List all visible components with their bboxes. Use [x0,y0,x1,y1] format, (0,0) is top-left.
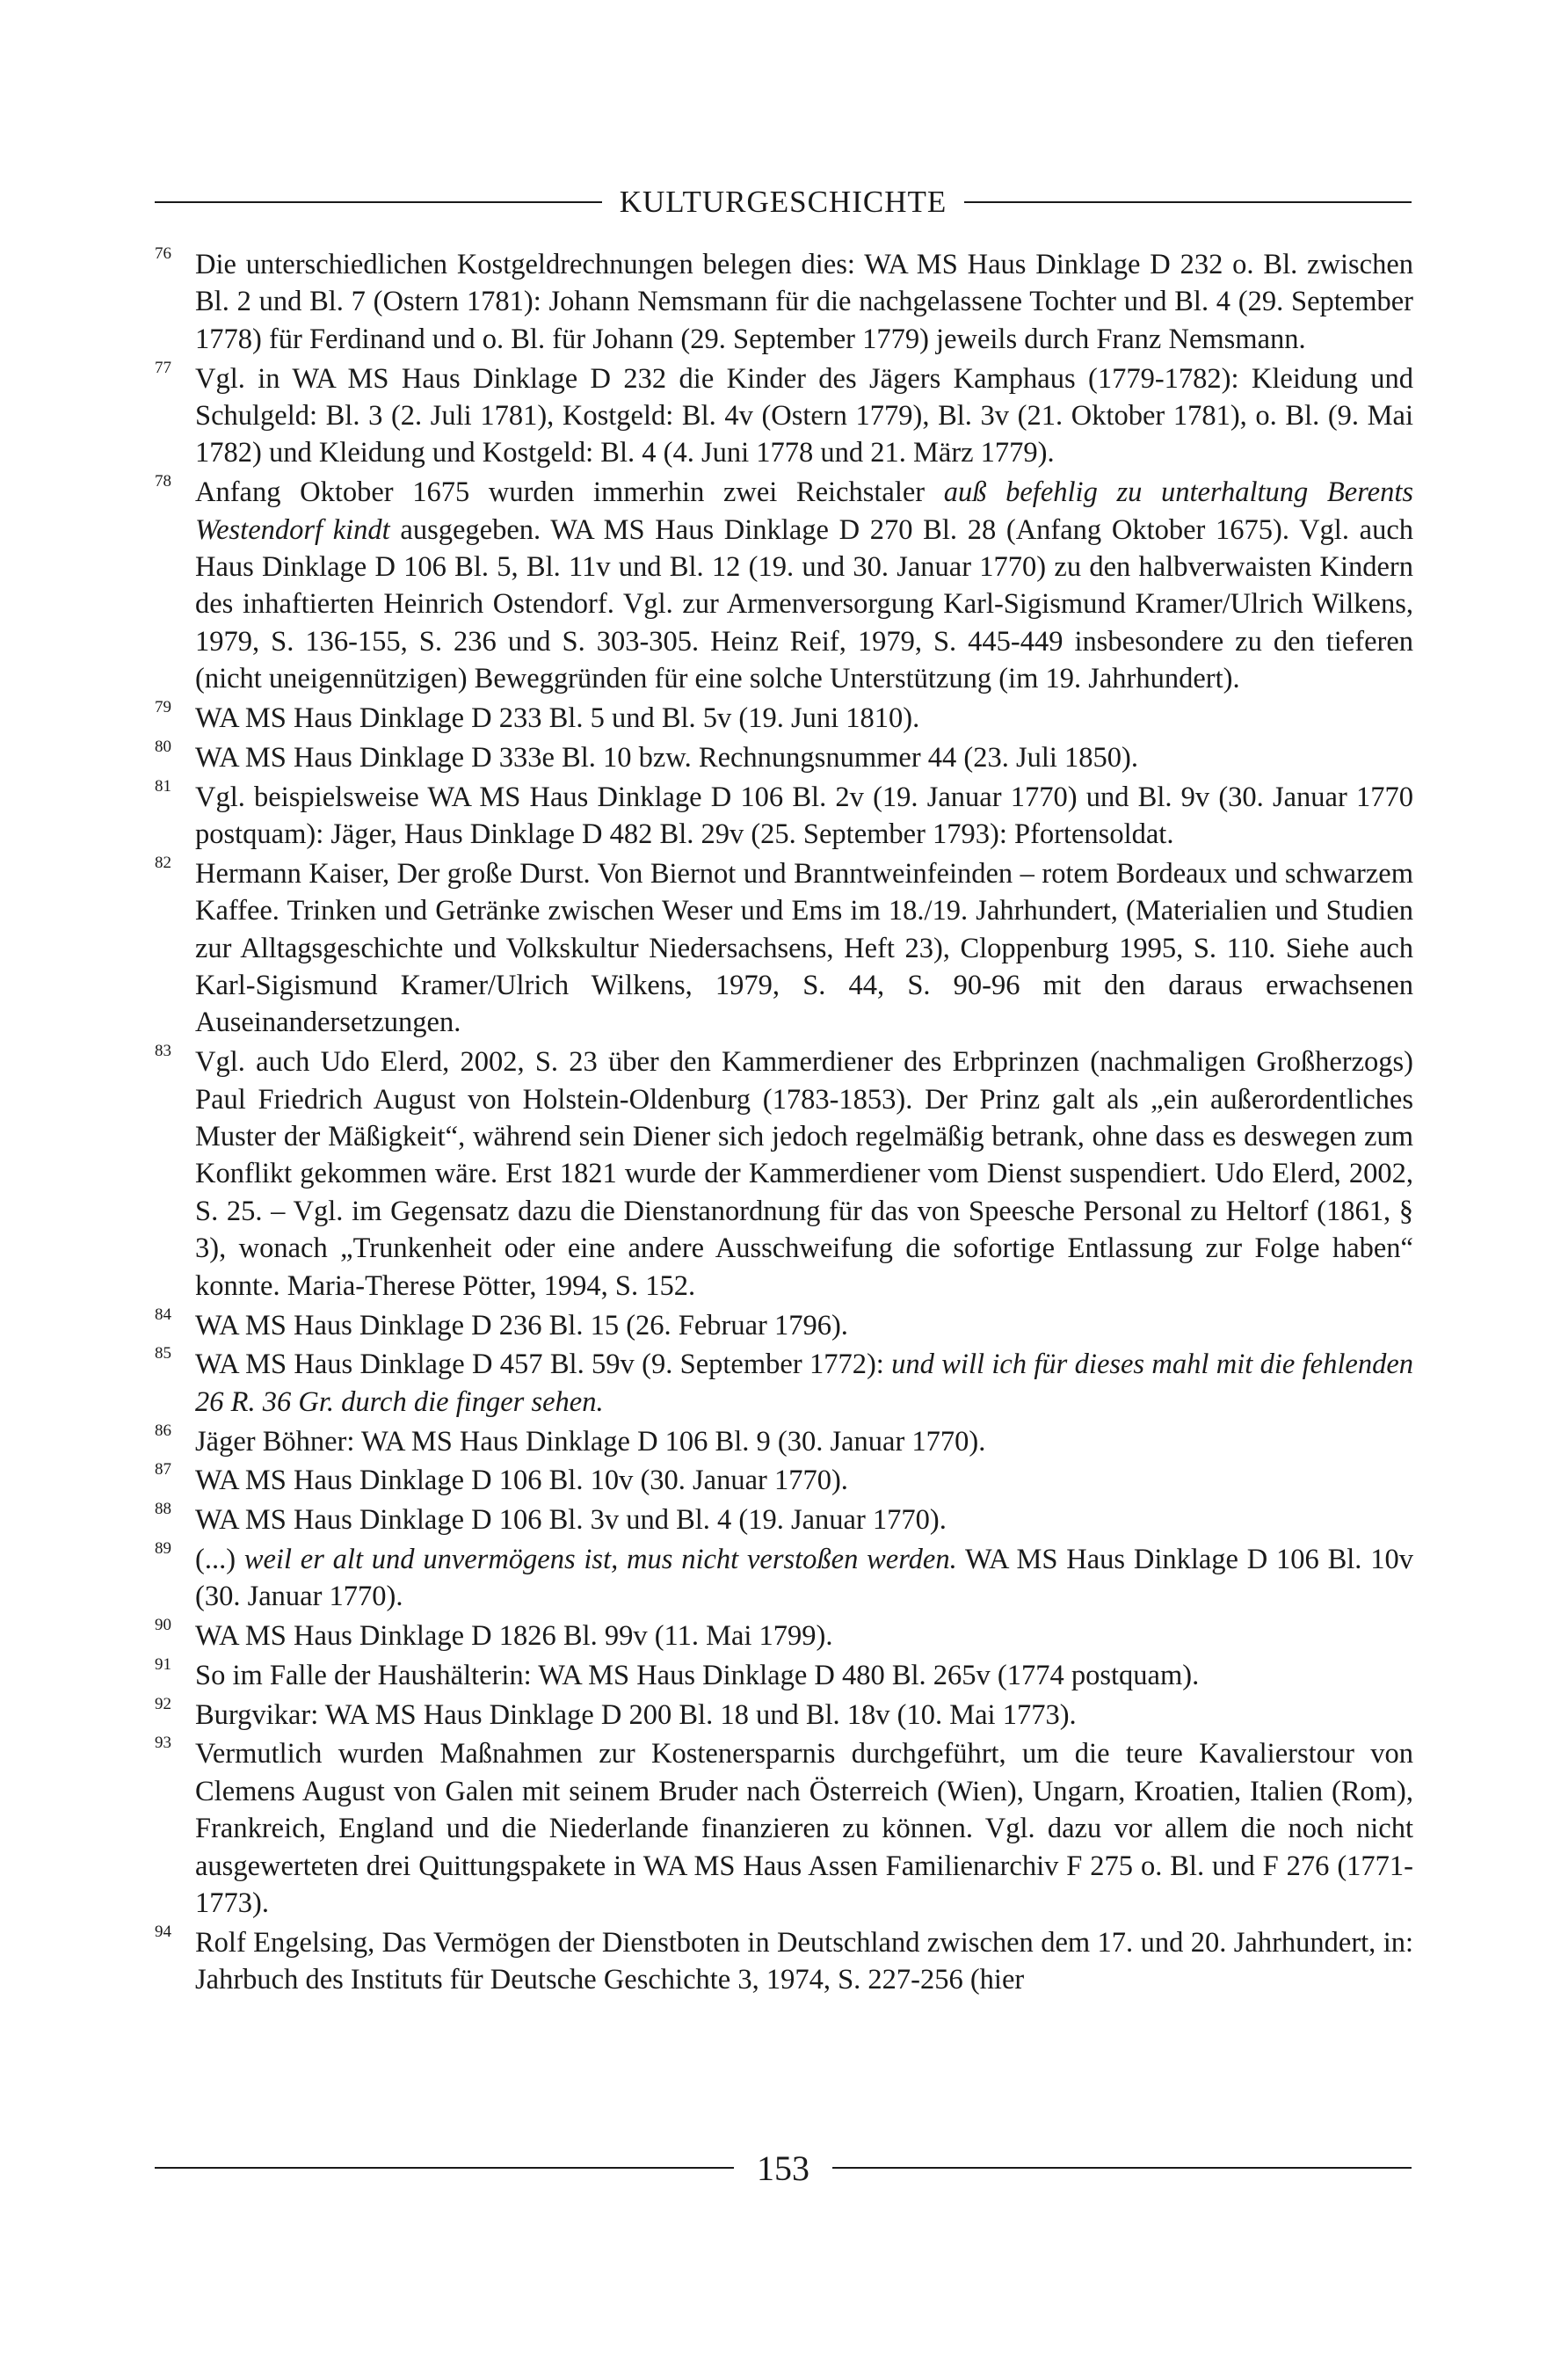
footnote-number: 90 [155,1616,171,1635]
running-footer [155,2141,1412,2194]
footnote-number: 76 [155,244,171,263]
footnote-number: 91 [155,1654,171,1674]
footnote-quote-italic: weil er alt und unvermögens ist, mus nicht verstoßen werden. [243,1543,957,1575]
footnote [155,1307,1413,1344]
footnote-text [195,1349,1413,1417]
footnote [155,1735,1413,1922]
footnote-number: 85 [155,1344,171,1363]
footnote-text [195,1465,848,1496]
footnote-text [195,1046,1413,1301]
footnote-text-segment: Vgl. beispielsweise WA MS Haus Dinklage D 106 Bl. 2v (19. Januar 1770) und Bl. 9v (30. Januar 1770 postquam): Jäger, Haus Dinklage D 482 Bl. 29v (25. September 1793): Pfortensoldat. [195,781,1413,851]
footnote [155,1043,1413,1305]
footnote-number: 87 [155,1460,171,1479]
running-header [155,179,1412,225]
footnote-text-segment: WA MS Haus Dinklage D 106 Bl. 10v (30. Januar 1770). [195,1465,848,1497]
footnote-number: 92 [155,1694,171,1713]
footer-rule-left [155,2167,734,2169]
footnote-text [195,742,1138,774]
footnote-text [195,782,1413,850]
footnote-number: 94 [155,1922,171,1941]
footnote-text [195,1620,833,1652]
footnote [155,360,1413,472]
footnote-text-segment: Vgl. in WA MS Haus Dinklage D 232 die Kinder des Jägers Kamphaus (1779-1782): Kleidung und Schulgeld: Bl. 3 (2. Juli 1781), Kostgeld: Bl. 4v (Ostern 1779), Bl. 3v (21. Oktober 1781), o. Bl. (9. Mai 1782) und Kleidung und Kostgeld: Bl. 4 (4. Juni 1778 und 21. März 1779). [195,362,1413,469]
footnote-number: 77 [155,358,171,377]
footnote-text [195,1699,1077,1731]
footnote [155,1423,1413,1460]
footnote-number: 89 [155,1538,171,1558]
footnote-text [195,1544,1413,1612]
footnote-number: 86 [155,1421,171,1440]
footnote-text-segment: Vermutlich wurden Maßnahmen zur Kostenersparnis durchgeführt, um die teure Kavalierstour von Clemens August von Galen mit seinem Bruder nach Österreich (Wien), Ungarn, Kroatien, Italien (Rom), Frankreich, England und die Niederlande finanzieren zu können. Vgl. dazu vor allem die noch nicht ausgewerteten drei Quittungspakete in WA MS Haus Assen Familienarchiv F 275 o. Bl. und F 276 (1771-1773). [195,1738,1413,1920]
footnote [155,1462,1413,1499]
footnote [155,776,1413,854]
footnote-text [195,1927,1413,1996]
footnote-text [195,1660,1199,1691]
footnote-text [195,702,919,734]
footnote-text [195,858,1413,1039]
footnote-text-segment: Vgl. auch Udo Elerd, 2002, S. 23 über den Kammerdiener des Erbprinzen (nachmaligen Großherzogs) Paul Friedrich August von Holstein-Oldenburg (1783-1853). Der Prinz galt als „ein außerordentliches Muster der Mäßigkeit“, während sein Diener sich jedoch regelmäßig betrank, ohne dass es deswegen zum Konflikt gekommen wäre. Erst 1821 wurde der Kammerdiener vom Dienst suspendiert. Udo Elerd, 2002, S. 25. – Vgl. im Gegensatz dazu die Dienstanordnung für das von Speesche Personal zu Heltorf (1861, § 3), wonach „Trunkenheit oder eine andere Ausschweifung die sofortige Entlassung zur Folge haben“ konnte. Maria-Therese Pötter, 1994, S. 152. [195,1046,1413,1302]
footnote [155,1538,1413,1616]
footnote-number: 81 [155,776,171,796]
footnote-number: 88 [155,1500,171,1519]
footnote-text-segment: Burgvikar: WA MS Haus Dinklage D 200 Bl. 18 und Bl. 18v (10. Mai 1773). [195,1698,1077,1731]
footer-rule-right [832,2167,1412,2169]
footnote-number: 93 [155,1734,171,1753]
footnote-quote-italic: und will ich für dieses mahl mit die fehlenden 26 R. 36 Gr. durch die finger sehen. [195,1349,1413,1418]
footnote-text [195,1738,1413,1919]
footnote-text-segment: So im Falle der Haushälterin: WA MS Haus Dinklage D 480 Bl. 265v (1774 postquam). [195,1659,1200,1691]
footnote-text [195,1310,848,1341]
footnote-text-segment: WA MS Haus Dinklage D 333e Bl. 10 bzw. Rechnungsnummer 44 (23. Juli 1850). [195,741,1138,774]
footnote-text-segment: WA MS Haus Dinklage D 233 Bl. 5 und Bl. 5v (19. Juni 1810). [195,702,920,735]
footnote-text-segment: Anfang Oktober 1675 wurden immerhin zwei Reichstaler [195,476,944,509]
footnote [155,739,1413,776]
footnote [155,1501,1413,1538]
header-rule-right [964,201,1412,203]
header-rule-left [155,201,602,203]
footnote-text-segment: ausgegeben. WA MS Haus Dinklage D 270 Bl. 28 (Anfang Oktober 1675). Vgl. auch Haus Dinklage D 106 Bl. 5, Bl. 11v und Bl. 12 (19. und 30. Januar 1770) zu den halbverwaisten Kindern des inhaftierten Heinrich Ostendorf. Vgl. zur Armenversorgung Karl-Sigismund Kramer/Ulrich Wilkens, 1979, S. 136-155, S. 236 und S. 303-305. Heinz Reif, 1979, S. 445-449 insbesondere zu den tieferen (nicht uneigennützigen) Beweggründen für eine solche Unterstützung (im 19. Jahrhundert). [195,513,1413,695]
footnote [155,474,1413,697]
footnote [155,1924,1413,1999]
footnote-text-segment: Hermann Kaiser, Der große Durst. Von Biernot und Branntweinfeinden – rotem Bordeaux und schwarzem Kaffee. Trinken und Getränke zwischen Weser und Ems im 18./19. Jahrhundert, (Materialien und Studien zur Alltagsgeschichte und Volkskultur Niedersachsens, Heft 23), Cloppenburg 1995, S. 110. Siehe auch Karl-Sigismund Kramer/Ulrich Wilkens, 1979, S. 44, S. 90-96 mit den daraus erwachsenen Auseinandersetzungen. [195,857,1413,1039]
footnote [155,1618,1413,1654]
footnote-number: 79 [155,698,171,717]
footnote-text [195,1426,985,1458]
footnote-number: 83 [155,1042,171,1061]
footnote-text [195,1504,947,1536]
footnote [155,1346,1413,1421]
footnote-text [195,249,1413,355]
footnote-text-segment: WA MS Haus Dinklage D 106 Bl. 3v und Bl. 4 (19. Januar 1770). [195,1504,947,1537]
footnote [155,1694,1413,1734]
footnote-text-segment: WA MS Haus Dinklage D 457 Bl. 59v (9. September 1772): [195,1349,892,1381]
footnote-quote-italic: auß befehlig zu unterhaltung Berents Westendorf kindt [195,476,1413,546]
footnote-text [195,363,1413,469]
footnote-text-segment: WA MS Haus Dinklage D 106 Bl. 10v (30. Januar 1770). [195,1543,1413,1613]
running-header-title: KULTURGESCHICHTE [619,185,947,219]
footnotes-list [155,246,1413,2001]
page-number: 153 [757,2148,809,2188]
footnote-text-segment: (...) [195,1543,244,1575]
footnote [155,246,1413,358]
footnote-text-segment: Die unterschiedlichen Kostgeldrechnungen belegen dies: WA MS Haus Dinklage D 232 o. Bl. zwischen Bl. 2 und Bl. 7 (Ostern 1781): Johann Nemsmann für die nachgelassene Tochter und Bl. 4 (29. September 1778) für Ferdinand und o. Bl. für Johann (29. September 1779) jeweils durch Franz Nemsmann. [195,249,1413,355]
footnote-number: 82 [155,853,171,872]
footnote-number: 78 [155,472,171,491]
footnote [155,1654,1413,1694]
footnote-text-segment: WA MS Haus Dinklage D 1826 Bl. 99v (11. Mai 1799). [195,1620,833,1653]
footnote-number: 84 [155,1305,171,1324]
footnote [155,700,1413,737]
footnote-text [195,476,1413,694]
footnote [155,855,1413,1042]
footnote-text-segment: Rolf Engelsing, Das Vermögen der Dienstboten in Deutschland zwischen dem 17. und 20. Jahrhundert, in: Jahrbuch des Instituts für Deutsche Geschichte 3, 1974, S. 227-256 (hier [195,1926,1413,1996]
footnote-number: 80 [155,737,171,756]
footnote-text-segment: WA MS Haus Dinklage D 236 Bl. 15 (26. Februar 1796). [195,1309,848,1341]
footnote-text-segment: Jäger Böhner: WA MS Haus Dinklage D 106 Bl. 9 (30. Januar 1770). [195,1425,986,1458]
